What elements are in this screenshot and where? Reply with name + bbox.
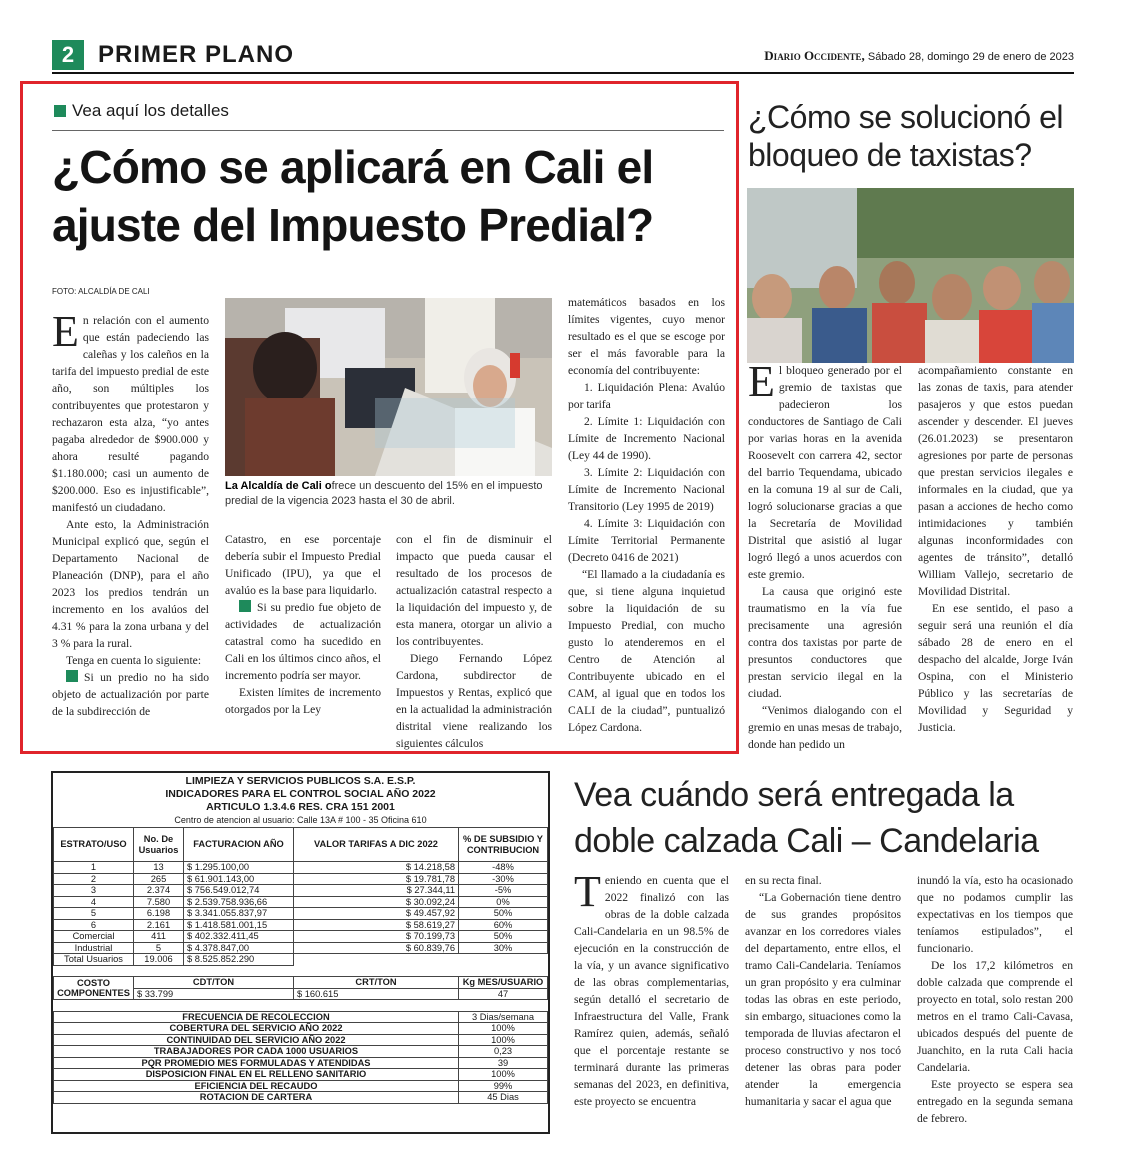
table-cell: 3 xyxy=(54,885,134,897)
table-title-1: LIMPIEZA Y SERVICIOS PUBLICOS S.A. E.S.P. xyxy=(185,775,416,787)
indicator-row xyxy=(54,1011,548,1023)
col-header: VALOR TARIFAS A DIC 2022 xyxy=(294,828,459,862)
tax-office-photo xyxy=(225,298,552,476)
road-col-3 xyxy=(917,872,1073,1127)
caption-text: frece un descuento del 15% en el impuesto predial de la vigencia 2023 hasta el 30 de abril. xyxy=(225,480,543,507)
total-row xyxy=(54,954,548,966)
table-header-row xyxy=(54,828,548,862)
table-cell: $ 70.199,73 xyxy=(294,931,459,943)
header-rule xyxy=(52,72,1074,74)
indicator-value: 0,23 xyxy=(459,1046,548,1058)
table-cell: 6.198 xyxy=(134,908,184,920)
bullet-square-icon xyxy=(66,670,78,682)
col-header: No. De Usuarios xyxy=(134,828,184,862)
cost-value: $ 33.799 xyxy=(134,988,294,1000)
indicator-value: 45 Dias xyxy=(459,1092,548,1104)
table-cell: Comercial xyxy=(54,931,134,943)
table-cell: 30% xyxy=(459,942,548,954)
table-cell: 0% xyxy=(459,896,548,908)
taxi-headline: ¿Cómo se solucionó el bloqueo de taxistas? xyxy=(748,99,1063,173)
paragraph: “Venimos dialogando con el gremio en unas mesas de trabajo, donde han pedido un xyxy=(748,704,902,751)
photo-credit: FOTO: ALCALDÍA DE CALI xyxy=(52,287,150,296)
paper-dateline xyxy=(764,48,1074,64)
paragraph: La causa que originó este traumatismo en la vía fue precisamente una agresión contra dos taxistas por parte de presuntos conductores que prestan servicio ilegal en la ciudad. xyxy=(748,585,902,700)
paragraph: Existen límites de incremento otorgados por la Ley xyxy=(225,686,381,716)
table-cell: 6 xyxy=(54,919,134,931)
caption-bold: La Alcaldía de Cali o xyxy=(225,480,332,492)
rates-table-box xyxy=(51,771,550,1134)
paragraph: Catastro, en ese porcentaje debería subir el Impuesto Predial Unificado (IPU), ya que el avalúo es la base para liquidarlo. xyxy=(225,533,381,597)
indicator-value: 100% xyxy=(459,1069,548,1081)
table-title-3: ARTICULO 1.3.4.6 RES. CRA 151 2001 xyxy=(206,801,395,813)
taxi-drivers-photo-image xyxy=(747,188,1074,363)
list-item: 3. Límite 2: Liquidación con Límite de Incremento Nacional Transitorio (Ley 1995 de 2019) xyxy=(568,466,725,513)
paper-name: Diario Occidente, xyxy=(764,48,865,63)
total-label: Total Usuarios xyxy=(54,954,134,966)
table-row xyxy=(54,919,548,931)
paragraph: en su recta final. xyxy=(745,874,822,887)
table-cell: $ 49.457,92 xyxy=(294,908,459,920)
table-cell: 13 xyxy=(134,862,184,874)
table-cell: -30% xyxy=(459,873,548,885)
table-row xyxy=(54,873,548,885)
paragraph: con el fin de disminuir el impacto que pueda causar el resultado de los procesos de actualización catastral respecto a la liquidación del impuesto y, de esta manera, otorgar un alivio a los contribuyentes. xyxy=(396,533,552,648)
table-cell: 5 xyxy=(134,942,184,954)
spacer-row xyxy=(54,1000,548,1012)
indicator-label: ROTACION DE CARTERA xyxy=(54,1092,459,1104)
tax-office-photo-image xyxy=(225,298,552,476)
paragraph: matemáticos basados en los límites vigentes, cuyo menor resultado es el que se escoge por ser el más favorable para la economía del contribuyente: xyxy=(568,296,725,377)
paragraph: El bloqueo generado por el gremio de taxistas que padecieron los conductores de Santiago de Cali por varias horas en la avenida Roosevelt con carrera 42, sector del barrio Tequendama, ubicado en la comuna 19 al sur de Cali, logró solucionarse gracias a que la Secretaría de Movilidad Distrital que asistió al lugar logró llegó a unos acuerdos con este gremio. xyxy=(748,357,902,581)
table-cell: 5 xyxy=(54,908,134,920)
indicator-row xyxy=(54,1069,548,1081)
cost-value: 47 xyxy=(459,988,548,1000)
table-cell: 50% xyxy=(459,931,548,943)
col-header: ESTRATO/USO xyxy=(54,828,134,862)
paragraph: Si un predio no ha sido objeto de actualización por parte de la subdirección de xyxy=(52,671,209,718)
indicator-value: 99% xyxy=(459,1080,548,1092)
table-cell: $ 19.781,78 xyxy=(294,873,459,885)
main-col-4 xyxy=(568,294,725,736)
table-cell: $ 27.344,11 xyxy=(294,885,459,897)
rates-table xyxy=(53,827,548,1104)
issue-date: Sábado 28, domingo 29 de enero de 2023 xyxy=(867,51,1074,63)
table-cell: $ 30.092,24 xyxy=(294,896,459,908)
spacer-row xyxy=(54,965,548,977)
section-title: PRIMER PLANO xyxy=(98,41,295,68)
table-cell: $ 1.295.100,00 xyxy=(184,862,294,874)
main-headline: ¿Cómo se aplicará en Cali el ajuste del Impuesto Predial? xyxy=(52,141,654,251)
table-cell: -5% xyxy=(459,885,548,897)
indicator-value: 100% xyxy=(459,1023,548,1035)
indicator-row xyxy=(54,1034,548,1046)
table-cell: $ 3.341.055.837,97 xyxy=(184,908,294,920)
indicator-row xyxy=(54,1046,548,1058)
table-cell: 50% xyxy=(459,908,548,920)
road-headline: Vea cuándo será entregada la doble calzada Cali – Candelaria xyxy=(574,776,1039,860)
story-kicker xyxy=(54,101,229,121)
table-cell: $ 756.549.012,74 xyxy=(184,885,294,897)
table-cell: 265 xyxy=(134,873,184,885)
table-cell: $ 14.218,58 xyxy=(294,862,459,874)
table-row xyxy=(54,885,548,897)
table-row xyxy=(54,908,548,920)
table-cell: $ 58.619,27 xyxy=(294,919,459,931)
table-cell: 60% xyxy=(459,919,548,931)
table-cell: $ 61.901.143,00 xyxy=(184,873,294,885)
paragraph: Teniendo en cuenta que el 2022 finalizó con las obras de la doble calzada Cali-Candelaria en un 98.5% de ejecución en la construcción de la vía, y un avance significativo de las obras complementarias, según detalló el secretario de Infraestructura del Valle, Frank Ramírez quien, además, señaló que el porcentaje restante se terminará durante las primeras semanas del 2023, en definitiva, este proyecto se encuentra xyxy=(574,867,729,1108)
page-header xyxy=(52,38,1074,74)
table-row xyxy=(54,896,548,908)
page-number: 2 xyxy=(52,40,84,70)
table-title-2: INDICADORES PARA EL CONTROL SOCIAL AÑO 2022 xyxy=(165,788,436,800)
table-cell: 411 xyxy=(134,931,184,943)
photo-caption xyxy=(225,479,552,509)
road-col-1 xyxy=(574,867,729,1110)
table-cell: $ 2.539.758.936,66 xyxy=(184,896,294,908)
bullet-square-icon xyxy=(54,105,66,117)
paragraph: “El llamado a la ciudadanía es que, si tiene alguna inquietud sobre la liquidación de su Impuesto Predial, con mucho gusto lo atenderemos en el Centro de Atención al Contribuyente ubicado en el CAM, al igual que en todos los CALI de la ciudad”, puntualizó López Cardona. xyxy=(568,568,725,734)
taxi-col-1 xyxy=(748,357,902,753)
empty-cell xyxy=(294,954,459,966)
paragraph: Diego Fernando López Cardona, subdirector de Impuestos y Rentas, explicó que en la actualidad la administración distrital viene realizando los siguientes cálculos xyxy=(396,652,552,750)
table-row xyxy=(54,931,548,943)
indicator-label: FRECUENCIA DE RECOLECCION xyxy=(54,1011,459,1023)
paragraph: inundó la vía, esto ha ocasionado que no podamos cumplir las expectativas en los tiempos que teníamos estipulados”, el funcionario. xyxy=(917,874,1073,955)
cost-header: CDT/TON xyxy=(134,977,294,989)
total-users: 19.006 xyxy=(134,954,184,966)
indicator-row xyxy=(54,1080,548,1092)
indicator-row xyxy=(54,1057,548,1069)
paragraph: “La Gobernación tiene dentro de sus grandes propósitos avanzar en los corredores viales del departamento, entre ellos, el tramo Cali-Candelaria. Teníamos un gran propósito y era culminar todas las obras en este periodo, sin embargo, situaciones como la temporada de lluvias afectaron el proceso constructivo y nos tocó detener las obras para poder atender la emergencia humanitaria y sacar el agua que xyxy=(745,891,901,1108)
indicator-label: DISPOSICION FINAL EN EL RELLENO SANITARIO xyxy=(54,1069,459,1081)
indicator-row xyxy=(54,1023,548,1035)
table-row xyxy=(54,942,548,954)
indicator-value: 3 Dias/semana xyxy=(459,1011,548,1023)
table-cell: 1 xyxy=(54,862,134,874)
table-row xyxy=(54,862,548,874)
indicator-label: CONTINUIDAD DEL SERVICIO AÑO 2022 xyxy=(54,1034,459,1046)
paragraph: En relación con el aumento que están padeciendo las caleñas y los caleños en la tarifa del impuesto predial de este año, son múltiples los contribuyentes que protestaron y rechazaron esta alza, “yo antes pagaba alrededor de $900.000 y ahora resulté pagando $1.180.000; casi un aumento de $200.000. Eso es injustificable”, manifestó un ciudadano. xyxy=(52,307,209,514)
col-header: FACTURACION AÑO xyxy=(184,828,294,862)
empty-cell xyxy=(459,954,548,966)
list-item: 2. Límite 1: Liquidación con Límite de Incremento Nacional (Ley 44 de 1990). xyxy=(568,415,725,462)
cost-header-row xyxy=(54,977,548,989)
main-col-2 xyxy=(225,531,381,718)
indicator-label: EFICIENCIA DEL RECAUDO xyxy=(54,1080,459,1092)
paragraph: De los 17,2 kilómetros en doble calzada que comprende el proyecto en total, solo restan 200 metros en el tramo Cali-Cavasa, ubicados después del puente de Juanchito, en la ruta Cali hacia Candelaria. xyxy=(917,959,1073,1074)
table-title-4: Centro de atencion al usuario: Calle 13A # 100 - 35 Oficina 610 xyxy=(174,815,427,825)
table-cell: $ 60.839,76 xyxy=(294,942,459,954)
table-cell: $ 1.418.581.001,15 xyxy=(184,919,294,931)
table-cell: 4 xyxy=(54,896,134,908)
table-cell: 7.580 xyxy=(134,896,184,908)
table-cell: 2.374 xyxy=(134,885,184,897)
main-col-1 xyxy=(52,307,209,720)
indicator-value: 39 xyxy=(459,1057,548,1069)
indicator-row xyxy=(54,1092,548,1104)
table-cell: $ 4.378.847,00 xyxy=(184,942,294,954)
table-cell: 2.161 xyxy=(134,919,184,931)
road-col-2 xyxy=(745,872,901,1110)
table-cell: Industrial xyxy=(54,942,134,954)
total-billing: $ 8.525.852.290 xyxy=(184,954,294,966)
taxi-col-2 xyxy=(918,362,1073,736)
main-col-3 xyxy=(396,531,552,752)
indicator-value: 100% xyxy=(459,1034,548,1046)
table-cell: 2 xyxy=(54,873,134,885)
cost-header: Kg MES/USUARIO xyxy=(459,977,548,989)
paragraph: Este proyecto se espera sea entregado en la segunda semana de febrero. xyxy=(917,1078,1073,1125)
paragraph: Tenga en cuenta lo siguiente: xyxy=(66,654,202,667)
table-cell: $ 402.332.411,45 xyxy=(184,931,294,943)
col-header: % DE SUBSIDIO Y CONTRIBUCION xyxy=(459,828,548,862)
cost-header: CRT/TON xyxy=(294,977,459,989)
kicker-text: Vea aquí los detalles xyxy=(72,101,229,120)
paragraph: En ese sentido, el paso a seguir será una reunión el día sábado 28 de enero en el despacho del alcalde, Jorge Iván Ospina, con el Ministerio Público y las secretarías de Movilidad y Seguridad y Justicia. xyxy=(918,602,1073,734)
bullet-square-icon xyxy=(239,600,251,612)
cost-label: COSTO COMPONENTES xyxy=(54,977,134,1000)
kicker-rule xyxy=(52,130,724,131)
paragraph: Ante esto, la Administración Municipal explicó que, según el Departamento Nacional de Planeación (DNP), para el año 2023 los predios tendrán un incremento en los avalúos del 4.31 % para la zona urbana y del 3 % para la rural. xyxy=(52,518,209,650)
cost-value: $ 160.615 xyxy=(294,988,459,1000)
list-item: 1. Liquidación Plena: Avalúo por tarifa xyxy=(568,381,725,411)
indicator-label: TRABAJADORES POR CADA 1000 USUARIOS xyxy=(54,1046,459,1058)
paragraph: Si su predio fue objeto de actividades de actualización catastral como ha sucedido en Cali en los últimos cinco años, el incremento podría ser mayor. xyxy=(225,601,381,682)
indicator-label: PQR PROMEDIO MES FORMULADAS Y ATENDIDAS xyxy=(54,1057,459,1069)
table-cell: -48% xyxy=(459,862,548,874)
indicator-label: COBERTURA DEL SERVICIO AÑO 2022 xyxy=(54,1023,459,1035)
list-item: 4. Límite 3: Liquidación con Límite Territorial Permanente (Decreto 0416 de 2021) xyxy=(568,517,725,564)
taxi-drivers-photo xyxy=(747,188,1074,363)
paragraph: acompañamiento constante en las zonas de taxis, para atender pasajeros y que estos puedan ascender y descender. El jueves (26.01.2023) se presentaron agresiones por parte de personas que prestan servicios ilegales e informales en la ciudad, que ya pasan a acciones de hecho como intimidaciones y también algunas inconformidades con agentes de tránsito”, detalló William Vallejo, secretario de Movilidad Distrital. xyxy=(918,364,1073,598)
